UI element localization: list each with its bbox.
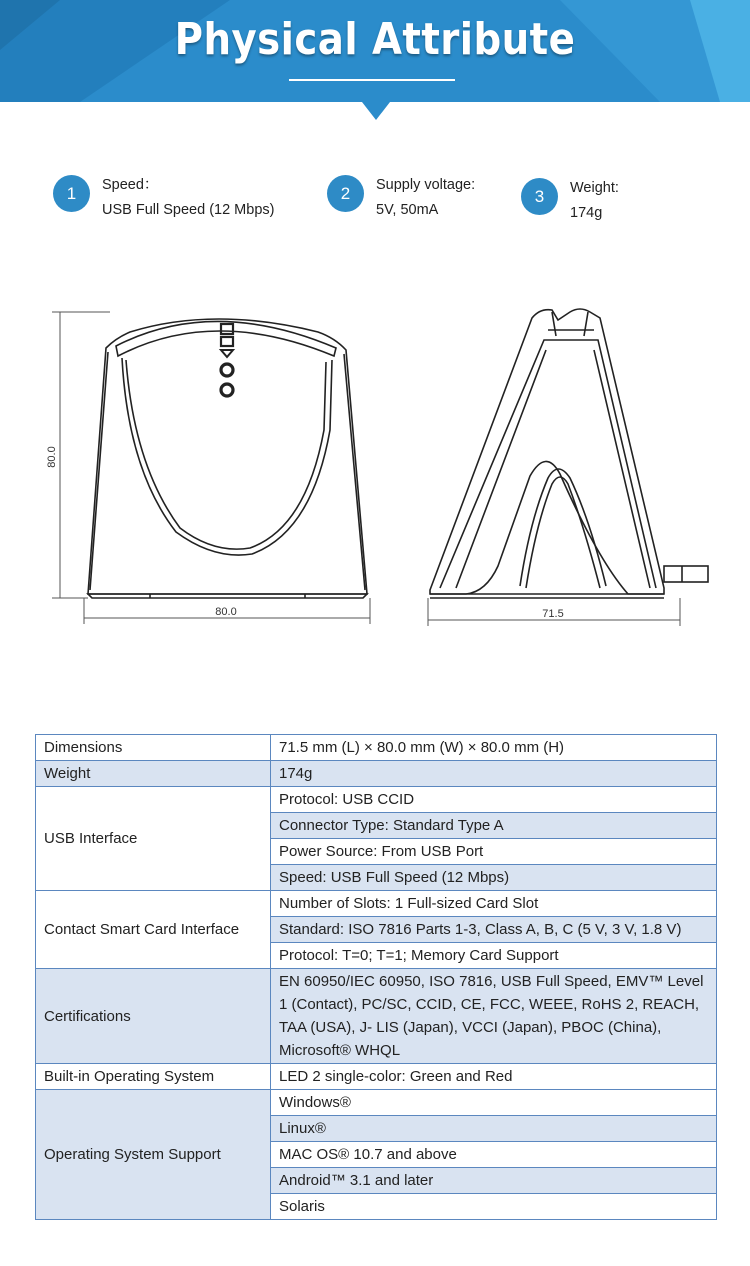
row-value: Android™ 3.1 and later: [271, 1168, 717, 1194]
row-value: EN 60950/IEC 60950, ISO 7816, USB Full Speed, EMV™ Level 1 (Contact), PC/SC, CCID, CE, FCC, WEEE, RoHS 2, REACH, TAA (USA), J- LIS (Japan), VCCI (Japan), PBOC (China), Microsoft® WHQL: [271, 969, 717, 1064]
page-title: Physical Attribute: [174, 14, 576, 65]
spec-label: Speed：: [102, 177, 159, 193]
row-key: Weight: [36, 761, 271, 787]
row-value: Standard: ISO 7816 Parts 1-3, Class A, B, C (5 V, 3 V, 1.8 V): [271, 917, 717, 943]
row-value: 71.5 mm (L) × 80.0 mm (W) × 80.0 mm (H): [271, 735, 717, 761]
row-value: Connector Type: Standard Type A: [271, 813, 717, 839]
row-key: Contact Smart Card Interface: [36, 891, 271, 969]
spec-number-badge: 3: [521, 178, 558, 215]
row-value: Protocol: T=0; T=1; Memory Card Support: [271, 943, 717, 969]
table-row: [36, 969, 717, 1064]
row-value: Number of Slots: 1 Full-sized Card Slot: [271, 891, 717, 917]
product-drawings: [0, 290, 750, 630]
side-width-label: 71.5: [542, 608, 564, 620]
row-key: Built-in Operating System: [36, 1064, 271, 1090]
spec-supply-voltage: [327, 173, 475, 223]
table-row: [36, 761, 717, 787]
spec-label: Supply voltage:: [376, 177, 476, 193]
spec-number-badge: 2: [327, 175, 364, 212]
row-key: Dimensions: [36, 735, 271, 761]
spec-speed: [53, 173, 274, 223]
row-key: Certifications: [36, 969, 271, 1064]
table-row: [36, 1064, 717, 1090]
spec-label: Weight:: [570, 180, 619, 196]
header-banner: [0, 0, 750, 120]
spec-value: 174g: [570, 205, 603, 221]
front-width-label: 80.0: [215, 606, 237, 618]
spec-number-badge: 1: [53, 175, 90, 212]
row-value: Speed: USB Full Speed (12 Mbps): [271, 865, 717, 891]
table-row: [36, 735, 717, 761]
front-height-label: 80.0: [46, 446, 58, 468]
row-value: LED 2 single-color: Green and Red: [271, 1064, 717, 1090]
row-value: Power Source: From USB Port: [271, 839, 717, 865]
row-value: Protocol: USB CCID: [271, 787, 717, 813]
row-key: Operating System Support: [36, 1090, 271, 1220]
row-key: USB Interface: [36, 787, 271, 891]
spec-weight: [521, 176, 619, 226]
front-view-drawing: [88, 319, 367, 598]
title-underline: [289, 79, 455, 81]
row-value: MAC OS® 10.7 and above: [271, 1142, 717, 1168]
side-view-drawing: [430, 309, 708, 598]
table-row: [36, 891, 717, 917]
row-value: Linux®: [271, 1116, 717, 1142]
specification-table: [35, 734, 717, 1220]
row-value: Windows®: [271, 1090, 717, 1116]
row-value: Solaris: [271, 1194, 717, 1220]
table-row: [36, 1090, 717, 1116]
row-value: 174g: [271, 761, 717, 787]
table-row: [36, 787, 717, 813]
spec-value: 5V, 50mA: [376, 202, 439, 218]
spec-value: USB Full Speed (12 Mbps): [102, 202, 275, 218]
